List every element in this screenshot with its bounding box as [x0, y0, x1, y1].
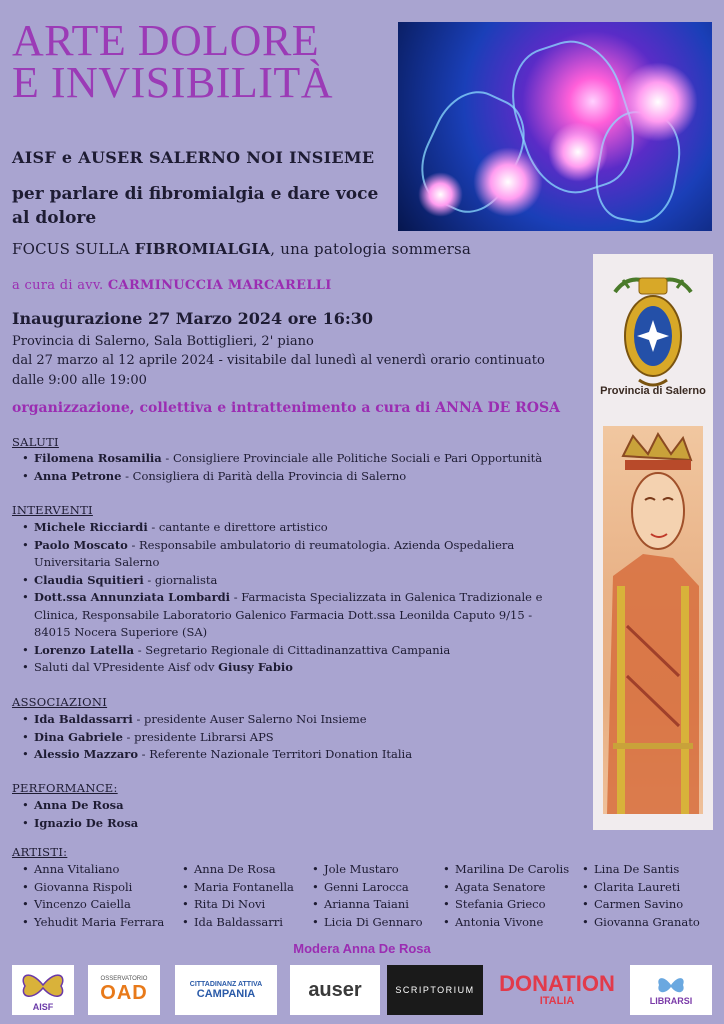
list-item: • Arianna Taiani — [312, 896, 423, 914]
saluti-heading: SALUTI — [12, 435, 59, 449]
associazioni-list — [22, 711, 412, 764]
list-item: • Licia Di Gennaro — [312, 914, 423, 932]
title-line-1: ARTE DOLORE — [12, 16, 320, 65]
list-item: • Stefania Grieco — [443, 896, 569, 914]
list-item: • Ignazio De Rosa — [22, 815, 138, 833]
artisti-column-1 — [22, 861, 164, 931]
librarsi-logo: LIBRARSI — [630, 965, 712, 1015]
list-item: • Genni Larocca — [312, 879, 423, 897]
interventi-list — [22, 519, 562, 677]
list-item: • Yehudit Maria Ferrara — [22, 914, 164, 932]
exhibition-dates: dal 27 marzo al 12 aprile 2024 - visitabile dal lunedì al venerdì orario continuato dalle 9:00 alle 19:00 — [12, 353, 545, 388]
artisti-column-5 — [582, 861, 700, 931]
list-item: • Dina Gabriele - presidente Librarsi APS — [22, 729, 412, 747]
oad-logo: OSSERVATORIO OAD — [88, 965, 160, 1015]
list-item: • Anna Vitaliano — [22, 861, 164, 879]
organizers-subtitle: AISF e AUSER SALERNO NOI INSIEME — [12, 148, 375, 167]
list-item: • Ida Baldassarri — [182, 914, 294, 932]
list-item: • Anna Petrone - Consigliera di Parità della Provincia di Salerno — [22, 468, 542, 486]
venue: Provincia di Salerno, Sala Bottiglieri, 2' piano — [12, 334, 314, 349]
medieval-fresco-image — [603, 426, 703, 814]
butterfly-icon — [19, 968, 67, 1002]
provincia-crest-icon — [609, 272, 697, 392]
artisti-column-4 — [443, 861, 569, 931]
tagline: per parlare di fibromialgia e dare voce al dolore — [12, 184, 379, 228]
butterfly-icon — [656, 974, 686, 996]
list-item: • Dott.ssa Annunziata Lombardi - Farmacista Specializzata in Galenica Tradizionale e Clinica, Responsabile Laboratorio Galenico Farmacia Dott.ssa Leonilda Caputo 9/15 - 84015 Nocera Superiore (SA) — [22, 589, 562, 642]
list-item: • Anna De Rosa — [22, 797, 138, 815]
list-item: • Maria Fontanella — [182, 879, 294, 897]
list-item: • Lorenzo Latella - Segretario Regionale di Cittadinanzattiva Campania — [22, 642, 562, 660]
curator-line: a cura di avv. CARMINUCCIA MARCARELLI — [12, 278, 332, 293]
performance-heading: PERFORMANCE: — [12, 781, 118, 795]
list-item: • Clarita Laureti — [582, 879, 700, 897]
title-line-2: E INVISIBILITÀ — [12, 58, 334, 107]
inauguration-date: Inaugurazione 27 Marzo 2024 ore 16:30 — [12, 309, 374, 328]
associazioni-heading: ASSOCIAZIONI — [12, 695, 108, 709]
list-item: • Carmen Savino — [582, 896, 700, 914]
aisf-logo: AISF — [12, 965, 74, 1015]
list-item: • Giovanna Granato — [582, 914, 700, 932]
interventi-heading: INTERVENTI — [12, 503, 93, 517]
auser-logo: auser — [290, 965, 380, 1015]
list-item: • Giovanna Rispoli — [22, 879, 164, 897]
donation-italia-logo: DONATION ITALIA — [499, 971, 615, 1007]
list-item: • Vincenzo Caiella — [22, 896, 164, 914]
artisti-heading: ARTISTI: — [12, 845, 68, 859]
list-item: • Michele Ricciardi - cantante e direttore artistico — [22, 519, 562, 537]
list-item: • Agata Senatore — [443, 879, 569, 897]
fibromyalgia-hero-image — [398, 22, 712, 231]
poster-title — [12, 16, 402, 107]
list-item: • Anna De Rosa — [182, 861, 294, 879]
list-item: • Antonia Vivone — [443, 914, 569, 932]
artisti-column-2 — [182, 861, 294, 931]
saluti-list — [22, 450, 542, 485]
artisti-column-3 — [312, 861, 423, 931]
organization-line: organizzazione, collettiva e intrattenimento a cura di ANNA DE ROSA — [12, 400, 560, 416]
list-item: • Marilina De Carolis — [443, 861, 569, 879]
focus-line: FOCUS SULLA FIBROMIALGIA, una patologia sommersa — [12, 240, 472, 258]
list-item: • Alessio Mazzaro - Referente Nazionale Territori Donation Italia — [22, 746, 412, 764]
moderator-line: Modera Anna De Rosa — [293, 941, 431, 956]
province-label: Provincia di Salerno — [600, 385, 706, 397]
side-panel — [593, 254, 713, 830]
list-item: • Rita Di Novi — [182, 896, 294, 914]
scriptorium-logo: SCRIPTORIUM — [387, 965, 483, 1015]
performance-list — [22, 797, 138, 832]
list-item: • Saluti dal VPresidente Aisf odv Giusy Fabio — [22, 659, 562, 677]
list-item: • Claudia Squitieri - giornalista — [22, 572, 562, 590]
list-item: • Lina De Santis — [582, 861, 700, 879]
list-item: • Ida Baldassarri - presidente Auser Salerno Noi Insieme — [22, 711, 412, 729]
list-item: • Jole Mustaro — [312, 861, 423, 879]
list-item: • Paolo Moscato - Responsabile ambulatorio di reumatologia. Azienda Ospedaliera Universitaria Salerno — [22, 537, 562, 572]
list-item: • Filomena Rosamilia - Consigliere Provinciale alle Politiche Sociali e Pari Opportunità — [22, 450, 542, 468]
cittadinanzattiva-logo: CITTADINANZ ATTIVA CAMPANIA — [175, 965, 277, 1015]
